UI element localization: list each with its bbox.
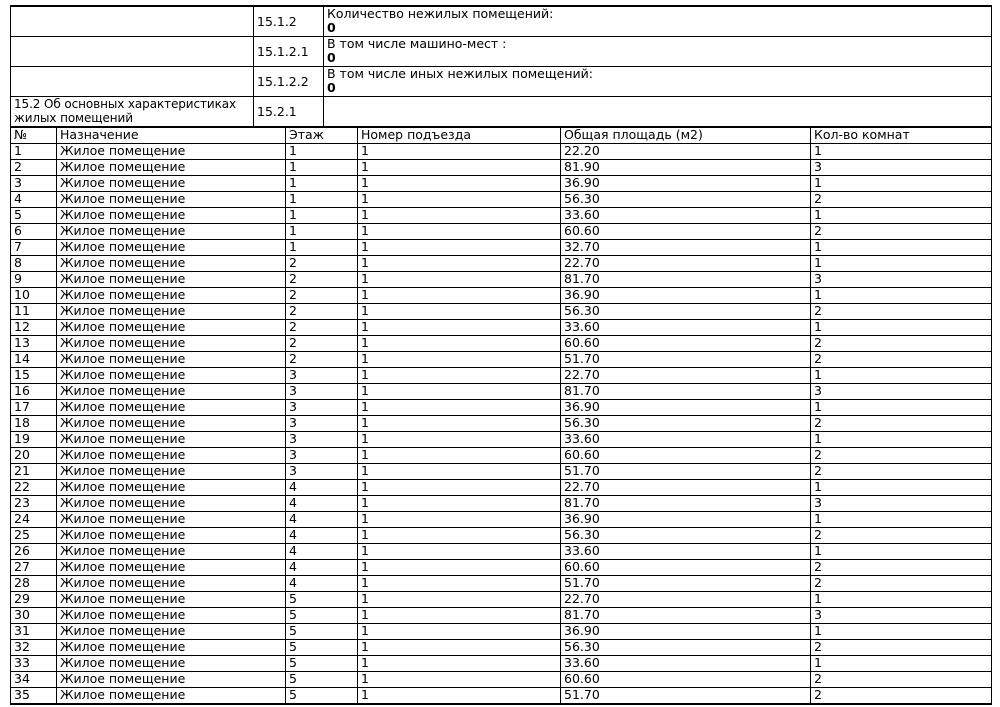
cell-num: 32	[11, 640, 57, 656]
cell-designation: Жилое помещение	[57, 176, 286, 192]
table-row	[11, 592, 992, 608]
cell-designation: Жилое помещение	[57, 192, 286, 208]
cell-designation: Жилое помещение	[57, 432, 286, 448]
cell-entrance: 1	[358, 240, 561, 256]
cell-entrance: 1	[358, 608, 561, 624]
cell-floor: 3	[286, 432, 358, 448]
table-row	[11, 464, 992, 480]
cell-area: 22.70	[561, 368, 811, 384]
cell-rooms: 1	[811, 480, 992, 496]
table-row	[11, 416, 992, 432]
cell-area: 22.20	[561, 144, 811, 160]
cell-rooms: 2	[811, 416, 992, 432]
cell-designation: Жилое помещение	[57, 592, 286, 608]
cell-entrance: 1	[358, 224, 561, 240]
cell-rooms: 1	[811, 208, 992, 224]
cell-entrance: 1	[358, 416, 561, 432]
apartments-tbody	[11, 144, 992, 705]
cell-designation: Жилое помещение	[57, 160, 286, 176]
table-row	[11, 368, 992, 384]
cell-entrance: 1	[358, 448, 561, 464]
cell-num: 28	[11, 576, 57, 592]
cell-num: 20	[11, 448, 57, 464]
cell-floor: 2	[286, 288, 358, 304]
cell-floor: 1	[286, 144, 358, 160]
cell-designation: Жилое помещение	[57, 400, 286, 416]
info-code: 15.1.2.2	[254, 67, 324, 97]
cell-rooms: 2	[811, 464, 992, 480]
info-row	[11, 97, 992, 127]
cell-designation: Жилое помещение	[57, 368, 286, 384]
cell-designation: Жилое помещение	[57, 640, 286, 656]
cell-rooms: 1	[811, 176, 992, 192]
cell-num: 14	[11, 352, 57, 368]
table-row	[11, 272, 992, 288]
cell-rooms: 1	[811, 512, 992, 528]
table-row	[11, 224, 992, 240]
cell-area: 33.60	[561, 656, 811, 672]
cell-num: 21	[11, 464, 57, 480]
cell-designation: Жилое помещение	[57, 544, 286, 560]
table-row	[11, 688, 992, 705]
cell-rooms: 2	[811, 688, 992, 705]
cell-num: 34	[11, 672, 57, 688]
table-row	[11, 656, 992, 672]
cell-designation: Жилое помещение	[57, 576, 286, 592]
table-row	[11, 176, 992, 192]
table-row	[11, 160, 992, 176]
cell-designation: Жилое помещение	[57, 240, 286, 256]
cell-entrance: 1	[358, 208, 561, 224]
cell-designation: Жилое помещение	[57, 480, 286, 496]
cell-num: 18	[11, 416, 57, 432]
cell-floor: 3	[286, 416, 358, 432]
cell-entrance: 1	[358, 192, 561, 208]
cell-area: 81.90	[561, 160, 811, 176]
cell-designation: Жилое помещение	[57, 384, 286, 400]
cell-rooms: 2	[811, 336, 992, 352]
cell-num: 31	[11, 624, 57, 640]
cell-area: 33.60	[561, 544, 811, 560]
table-row	[11, 544, 992, 560]
cell-area: 81.70	[561, 272, 811, 288]
cell-num: 24	[11, 512, 57, 528]
table-row	[11, 512, 992, 528]
cell-num: 22	[11, 480, 57, 496]
cell-rooms: 3	[811, 160, 992, 176]
info-content	[324, 67, 992, 97]
cell-num: 4	[11, 192, 57, 208]
cell-num: 3	[11, 176, 57, 192]
cell-area: 81.70	[561, 496, 811, 512]
column-header-area: Общая площадь (м2)	[561, 128, 811, 144]
table-row	[11, 400, 992, 416]
cell-floor: 2	[286, 304, 358, 320]
cell-designation: Жилое помещение	[57, 672, 286, 688]
table-row	[11, 288, 992, 304]
table-row	[11, 256, 992, 272]
cell-area: 36.90	[561, 176, 811, 192]
cell-area: 51.70	[561, 688, 811, 705]
cell-rooms: 2	[811, 672, 992, 688]
cell-designation: Жилое помещение	[57, 656, 286, 672]
cell-area: 56.30	[561, 304, 811, 320]
cell-area: 22.70	[561, 256, 811, 272]
cell-area: 36.90	[561, 400, 811, 416]
cell-designation: Жилое помещение	[57, 560, 286, 576]
cell-entrance: 1	[358, 672, 561, 688]
info-row	[11, 6, 992, 37]
cell-designation: Жилое помещение	[57, 208, 286, 224]
cell-entrance: 1	[358, 464, 561, 480]
cell-designation: Жилое помещение	[57, 352, 286, 368]
cell-rooms: 1	[811, 656, 992, 672]
cell-area: 33.60	[561, 208, 811, 224]
cell-entrance: 1	[358, 336, 561, 352]
cell-designation: Жилое помещение	[57, 416, 286, 432]
info-content	[324, 37, 992, 67]
cell-area: 32.70	[561, 240, 811, 256]
cell-area: 22.70	[561, 480, 811, 496]
table-row	[11, 480, 992, 496]
cell-designation: Жилое помещение	[57, 448, 286, 464]
cell-area: 81.70	[561, 384, 811, 400]
cell-rooms: 3	[811, 272, 992, 288]
cell-entrance: 1	[358, 592, 561, 608]
cell-floor: 1	[286, 160, 358, 176]
cell-floor: 4	[286, 576, 358, 592]
cell-rooms: 1	[811, 288, 992, 304]
info-code: 15.1.2	[254, 6, 324, 37]
cell-entrance: 1	[358, 368, 561, 384]
cell-entrance: 1	[358, 304, 561, 320]
cell-designation: Жилое помещение	[57, 304, 286, 320]
column-header-floor: Этаж	[286, 128, 358, 144]
column-header-entrance: Номер подъезда	[358, 128, 561, 144]
table-row	[11, 576, 992, 592]
cell-floor: 5	[286, 624, 358, 640]
cell-floor: 3	[286, 368, 358, 384]
info-row	[11, 37, 992, 67]
cell-floor: 1	[286, 176, 358, 192]
cell-designation: Жилое помещение	[57, 528, 286, 544]
cell-entrance: 1	[358, 256, 561, 272]
cell-rooms: 2	[811, 224, 992, 240]
cell-area: 60.60	[561, 336, 811, 352]
cell-floor: 4	[286, 560, 358, 576]
table-row	[11, 352, 992, 368]
cell-designation: Жилое помещение	[57, 624, 286, 640]
table-row	[11, 144, 992, 160]
cell-rooms: 2	[811, 576, 992, 592]
cell-floor: 5	[286, 688, 358, 705]
cell-rooms: 2	[811, 560, 992, 576]
cell-area: 60.60	[561, 448, 811, 464]
info-content	[324, 6, 992, 37]
cell-entrance: 1	[358, 272, 561, 288]
cell-num: 26	[11, 544, 57, 560]
cell-num: 35	[11, 688, 57, 705]
cell-designation: Жилое помещение	[57, 272, 286, 288]
table-row	[11, 640, 992, 656]
cell-rooms: 2	[811, 192, 992, 208]
table-row	[11, 560, 992, 576]
cell-entrance: 1	[358, 512, 561, 528]
cell-area: 56.30	[561, 192, 811, 208]
cell-designation: Жилое помещение	[57, 688, 286, 705]
cell-num: 15	[11, 368, 57, 384]
cell-num: 13	[11, 336, 57, 352]
cell-floor: 3	[286, 464, 358, 480]
cell-num: 2	[11, 160, 57, 176]
cell-num: 11	[11, 304, 57, 320]
cell-designation: Жилое помещение	[57, 144, 286, 160]
info-value: 0	[327, 20, 336, 35]
cell-rooms: 3	[811, 496, 992, 512]
cell-rooms: 1	[811, 320, 992, 336]
info-content	[324, 97, 992, 127]
info-value: 0	[327, 50, 336, 65]
cell-num: 27	[11, 560, 57, 576]
cell-rooms: 1	[811, 624, 992, 640]
cell-rooms: 2	[811, 528, 992, 544]
table-row	[11, 320, 992, 336]
cell-rooms: 2	[811, 448, 992, 464]
cell-floor: 4	[286, 496, 358, 512]
cell-num: 9	[11, 272, 57, 288]
cell-entrance: 1	[358, 400, 561, 416]
info-code: 15.2.1	[254, 97, 324, 127]
cell-rooms: 1	[811, 368, 992, 384]
cell-area: 56.30	[561, 416, 811, 432]
cell-num: 33	[11, 656, 57, 672]
cell-num: 30	[11, 608, 57, 624]
cell-rooms: 1	[811, 240, 992, 256]
cell-area: 60.60	[561, 672, 811, 688]
cell-area: 51.70	[561, 352, 811, 368]
cell-entrance: 1	[358, 320, 561, 336]
cell-area: 81.70	[561, 608, 811, 624]
info-label: В том числе машино-мест :	[327, 36, 507, 51]
table-row	[11, 528, 992, 544]
table-row	[11, 624, 992, 640]
table-row	[11, 672, 992, 688]
cell-area: 22.70	[561, 592, 811, 608]
cell-rooms: 3	[811, 608, 992, 624]
table-header-row	[11, 128, 992, 144]
cell-designation: Жилое помещение	[57, 496, 286, 512]
cell-rooms: 2	[811, 640, 992, 656]
column-header-designation: Назначение	[57, 128, 286, 144]
cell-floor: 4	[286, 512, 358, 528]
table-row	[11, 336, 992, 352]
cell-area: 60.60	[561, 560, 811, 576]
info-value: 0	[327, 80, 336, 95]
cell-floor: 1	[286, 240, 358, 256]
cell-floor: 2	[286, 256, 358, 272]
cell-num: 19	[11, 432, 57, 448]
cell-floor: 3	[286, 400, 358, 416]
info-label: Количество нежилых помещений:	[327, 6, 554, 21]
cell-rooms: 1	[811, 544, 992, 560]
table-row	[11, 608, 992, 624]
cell-area: 51.70	[561, 464, 811, 480]
cell-num: 17	[11, 400, 57, 416]
cell-designation: Жилое помещение	[57, 224, 286, 240]
cell-entrance: 1	[358, 528, 561, 544]
cell-floor: 5	[286, 640, 358, 656]
table-row	[11, 208, 992, 224]
cell-floor: 1	[286, 192, 358, 208]
table-row	[11, 304, 992, 320]
cell-entrance: 1	[358, 480, 561, 496]
cell-designation: Жилое помещение	[57, 320, 286, 336]
cell-floor: 2	[286, 320, 358, 336]
cell-area: 60.60	[561, 224, 811, 240]
cell-entrance: 1	[358, 576, 561, 592]
cell-rooms: 1	[811, 144, 992, 160]
cell-floor: 1	[286, 208, 358, 224]
cell-entrance: 1	[358, 144, 561, 160]
info-section-label: 15.2 Об основных характеристиках жилых помещений	[11, 97, 254, 127]
cell-floor: 2	[286, 272, 358, 288]
cell-area: 36.90	[561, 512, 811, 528]
cell-num: 6	[11, 224, 57, 240]
cell-floor: 3	[286, 448, 358, 464]
cell-entrance: 1	[358, 656, 561, 672]
cell-entrance: 1	[358, 624, 561, 640]
cell-num: 8	[11, 256, 57, 272]
cell-num: 10	[11, 288, 57, 304]
cell-num: 1	[11, 144, 57, 160]
cell-rooms: 3	[811, 384, 992, 400]
cell-num: 12	[11, 320, 57, 336]
table-row	[11, 448, 992, 464]
info-section-label	[11, 67, 254, 97]
cell-designation: Жилое помещение	[57, 608, 286, 624]
cell-entrance: 1	[358, 288, 561, 304]
table-row	[11, 240, 992, 256]
cell-area: 56.30	[561, 640, 811, 656]
cell-rooms: 1	[811, 432, 992, 448]
cell-floor: 4	[286, 544, 358, 560]
cell-floor: 2	[286, 352, 358, 368]
table-row	[11, 496, 992, 512]
cell-area: 33.60	[561, 432, 811, 448]
cell-area: 36.90	[561, 288, 811, 304]
cell-entrance: 1	[358, 432, 561, 448]
apartments-table	[10, 127, 992, 705]
cell-entrance: 1	[358, 544, 561, 560]
cell-rooms: 1	[811, 400, 992, 416]
cell-designation: Жилое помещение	[57, 288, 286, 304]
cell-entrance: 1	[358, 160, 561, 176]
cell-designation: Жилое помещение	[57, 512, 286, 528]
cell-rooms: 2	[811, 304, 992, 320]
cell-entrance: 1	[358, 352, 561, 368]
cell-designation: Жилое помещение	[57, 256, 286, 272]
cell-floor: 5	[286, 656, 358, 672]
cell-entrance: 1	[358, 640, 561, 656]
cell-designation: Жилое помещение	[57, 464, 286, 480]
cell-entrance: 1	[358, 560, 561, 576]
cell-rooms: 1	[811, 256, 992, 272]
cell-floor: 5	[286, 608, 358, 624]
cell-num: 7	[11, 240, 57, 256]
column-header-num: №	[11, 128, 57, 144]
cell-floor: 5	[286, 592, 358, 608]
info-section-label	[11, 37, 254, 67]
cell-floor: 5	[286, 672, 358, 688]
info-section-label	[11, 6, 254, 37]
column-header-rooms: Кол-во комнат	[811, 128, 992, 144]
cell-num: 29	[11, 592, 57, 608]
cell-rooms: 1	[811, 592, 992, 608]
cell-floor: 3	[286, 384, 358, 400]
cell-floor: 2	[286, 336, 358, 352]
cell-entrance: 1	[358, 496, 561, 512]
cell-floor: 4	[286, 528, 358, 544]
cell-area: 51.70	[561, 576, 811, 592]
info-label: В том числе иных нежилых помещений:	[327, 66, 593, 81]
table-row	[11, 384, 992, 400]
info-row	[11, 67, 992, 97]
table-row	[11, 432, 992, 448]
info-table	[10, 5, 992, 127]
cell-floor: 1	[286, 224, 358, 240]
table-row	[11, 192, 992, 208]
cell-num: 16	[11, 384, 57, 400]
info-code: 15.1.2.1	[254, 37, 324, 67]
cell-entrance: 1	[358, 176, 561, 192]
cell-designation: Жилое помещение	[57, 336, 286, 352]
cell-rooms: 2	[811, 352, 992, 368]
cell-area: 36.90	[561, 624, 811, 640]
cell-entrance: 1	[358, 688, 561, 705]
cell-num: 25	[11, 528, 57, 544]
cell-area: 33.60	[561, 320, 811, 336]
cell-area: 56.30	[561, 528, 811, 544]
cell-entrance: 1	[358, 384, 561, 400]
cell-num: 5	[11, 208, 57, 224]
cell-num: 23	[11, 496, 57, 512]
cell-floor: 4	[286, 480, 358, 496]
